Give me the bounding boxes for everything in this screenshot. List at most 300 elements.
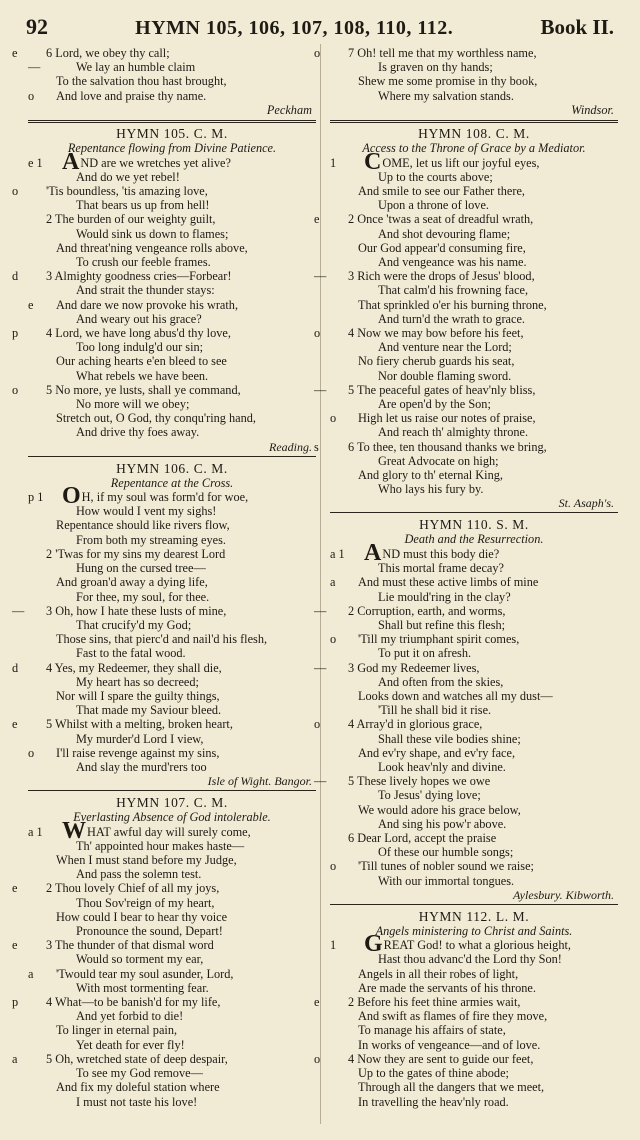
dynamic-marking: o bbox=[12, 382, 19, 397]
dynamic-marking: — bbox=[314, 382, 327, 397]
verse-text: Angels in all their robes of light, bbox=[358, 966, 519, 981]
verse-text: Through all the dangers that we meet, bbox=[358, 1080, 545, 1095]
verse-text: 3 Oh, how I hate these lusts of mine, bbox=[46, 603, 227, 618]
verse-line bbox=[314, 212, 618, 227]
verse-line bbox=[28, 60, 316, 74]
page-number: 92 bbox=[26, 14, 48, 39]
verse-line bbox=[314, 1051, 618, 1066]
verse-line bbox=[28, 952, 316, 966]
verse-text: And must these active limbs of mine bbox=[358, 575, 539, 590]
verse-text: 6 Lord, we obey thy call; bbox=[46, 46, 170, 60]
verse-line bbox=[28, 632, 316, 646]
verse-text: 2 Once 'twas a seat of dreadful wrath, bbox=[348, 212, 534, 227]
hymn-107-title: HYMN 107. C. M. bbox=[116, 795, 228, 811]
verse-text: And vengeance was his name. bbox=[378, 254, 527, 269]
verse-text: 3 God my Redeemer lives, bbox=[348, 660, 480, 675]
verse-text: To manage his affairs of state, bbox=[358, 1023, 506, 1038]
section-rule bbox=[330, 904, 618, 905]
verse-text: I must not taste his love! bbox=[76, 1094, 198, 1109]
verse-line bbox=[28, 646, 316, 660]
verse-text: And do we yet rebel! bbox=[76, 169, 180, 184]
verse-line bbox=[330, 788, 618, 802]
verse-line bbox=[330, 561, 618, 575]
dynamic-marking: — bbox=[28, 60, 41, 75]
dynamic-marking: — bbox=[314, 603, 327, 618]
verse-line bbox=[28, 170, 316, 184]
verse-text: Nor double flaming sword. bbox=[378, 368, 512, 383]
hymn-112-verses bbox=[314, 931, 618, 1109]
verse-text: Pronounce the sound, Depart! bbox=[76, 924, 223, 939]
verse-line bbox=[330, 411, 618, 425]
verse-text: Those sins, that pierc'd and nail'd his flesh, bbox=[56, 632, 268, 647]
section-rule bbox=[28, 456, 316, 457]
verse-text: How could I bear to hear thy voice bbox=[56, 909, 228, 924]
hymn-108-subtitle: Access to the Throne of Grace by a Mediator. bbox=[362, 141, 586, 156]
verse-text: 4 Now they are sent to guide our feet, bbox=[348, 1051, 534, 1066]
verse-line bbox=[28, 312, 316, 326]
verse-line bbox=[330, 198, 618, 212]
verse-line bbox=[28, 867, 316, 881]
verse-text: 'Twould tear my soul asunder, Lord, bbox=[56, 966, 234, 981]
verse-line bbox=[12, 1051, 316, 1066]
verse-text: HAT awful day will surely come, bbox=[87, 824, 251, 839]
verse-text: Shew me some promise in thy book, bbox=[358, 74, 538, 89]
verse-line bbox=[28, 354, 316, 368]
verse-text: And fix my doleful station where bbox=[56, 1080, 220, 1095]
verse-text: To the salvation thou hast brought, bbox=[56, 74, 227, 89]
drop-cap: A bbox=[62, 148, 80, 175]
verse-text: Yet death for ever fly! bbox=[76, 1037, 185, 1052]
verse-text: And venture near the Lord; bbox=[378, 340, 512, 355]
verse-line bbox=[330, 1066, 618, 1080]
dynamic-marking: a bbox=[330, 575, 336, 590]
verse-text: 2 Thou lovely Chief of all my joys, bbox=[46, 881, 220, 896]
verse-text: ND are we wretches yet alive? bbox=[80, 155, 231, 170]
verse-line bbox=[28, 967, 316, 981]
verse-text: Would so torment my ear, bbox=[76, 952, 204, 967]
dynamic-marking: e bbox=[314, 212, 320, 227]
verse-line bbox=[28, 411, 316, 425]
hymn-112-subtitle: Angels ministering to Christ and Saints. bbox=[375, 923, 573, 938]
verse-line bbox=[330, 874, 618, 888]
verse-line bbox=[28, 518, 316, 532]
verse-line bbox=[314, 660, 618, 675]
verse-text: And strait the thunder stays: bbox=[76, 283, 215, 298]
tune-attribution: Peckham bbox=[266, 102, 312, 117]
verse-line bbox=[28, 255, 316, 269]
verse-line bbox=[330, 312, 618, 326]
verse-line bbox=[12, 603, 316, 618]
verse-text: And ev'ry shape, and ev'ry face, bbox=[358, 745, 516, 760]
verse-line bbox=[28, 675, 316, 689]
verse-text: Upon a throne of love. bbox=[378, 198, 489, 213]
verse-line bbox=[28, 1038, 316, 1052]
verse-text: Up to the gates of thine abode; bbox=[358, 1066, 509, 1081]
verse-text: 5 No more, ye lusts, shall ye command, bbox=[46, 382, 241, 397]
verse-text: And slay the murd'rers too bbox=[76, 759, 207, 774]
drop-cap: W bbox=[62, 817, 86, 844]
verse-line bbox=[28, 340, 316, 354]
verse-line bbox=[330, 618, 618, 632]
verse-text: Look heav'nly and divine. bbox=[378, 759, 506, 774]
verse-line bbox=[28, 839, 316, 853]
verse-line bbox=[28, 746, 316, 760]
verse-line bbox=[330, 646, 618, 660]
dynamic-marking: 1 bbox=[330, 155, 337, 170]
section-rule bbox=[330, 120, 618, 123]
verse-text: To Jesus' dying love; bbox=[378, 788, 481, 803]
drop-cap: G bbox=[364, 931, 383, 958]
dynamic-marking: 1 bbox=[330, 938, 337, 953]
verse-text: Th' appointed hour makes haste— bbox=[76, 838, 245, 853]
hymn-105-subtitle: Repentance flowing from Divine Patience. bbox=[67, 141, 277, 156]
verse-text: This mortal frame decay? bbox=[378, 561, 504, 576]
verse-line bbox=[12, 881, 316, 896]
verse-line bbox=[28, 198, 316, 212]
right-column bbox=[314, 46, 618, 1126]
verse-text: Of these our humble songs; bbox=[378, 845, 514, 860]
verse-text: Are made the servants of his throne. bbox=[358, 980, 536, 995]
verse-line bbox=[330, 340, 618, 354]
verse-line bbox=[330, 298, 618, 312]
drop-cap: A bbox=[364, 539, 382, 566]
verse-line bbox=[28, 241, 316, 255]
verse-line bbox=[330, 817, 618, 831]
running-title: HYMN 105, 106, 107, 108, 110, 112. bbox=[135, 17, 454, 39]
verse-text: And turn'd the wrath to grace. bbox=[378, 311, 525, 326]
verse-line bbox=[28, 483, 316, 510]
dynamic-marking: e bbox=[12, 938, 18, 953]
book-label: Book II. bbox=[540, 15, 614, 39]
verse-text: That made my Saviour bleed. bbox=[76, 703, 222, 718]
verse-text: 4 Array'd in glorious grace, bbox=[348, 717, 483, 732]
verse-line bbox=[28, 561, 316, 575]
verse-text: Shall these vile bodies shine; bbox=[378, 731, 521, 746]
verse-text: 5 Oh, wretched state of deep despair, bbox=[46, 1051, 228, 1066]
verse-line bbox=[28, 1066, 316, 1080]
hymn-112-title: HYMN 112. L. M. bbox=[418, 908, 530, 924]
verse-line bbox=[28, 298, 316, 312]
verse-text: 4 What—to be banish'd for my life, bbox=[46, 995, 221, 1010]
verse-line bbox=[330, 952, 618, 966]
hymn-110-subtitle: Death and the Resurrection. bbox=[404, 532, 544, 547]
dynamic-marking: e bbox=[28, 297, 34, 312]
verse-text: To see my God remove— bbox=[76, 1066, 203, 1081]
dynamic-marking: o bbox=[330, 411, 337, 426]
verse-text: We lay an humble claim bbox=[76, 60, 196, 75]
verse-line bbox=[330, 575, 618, 589]
verse-text: Hast thou advanc'd the Lord thy Son! bbox=[378, 952, 562, 967]
verse-text: In travelling the heav'nly road. bbox=[358, 1094, 509, 1109]
verse-text: And shot devouring flame; bbox=[378, 226, 511, 241]
verse-text: High let us raise our notes of praise, bbox=[358, 411, 536, 426]
verse-line bbox=[314, 46, 618, 60]
verse-line bbox=[28, 504, 316, 518]
verse-line bbox=[28, 575, 316, 589]
verse-text: Up to the courts above; bbox=[378, 169, 493, 184]
verse-line bbox=[28, 425, 316, 439]
dynamic-marking: — bbox=[314, 269, 327, 284]
verse-text: 2 'Twas for my sins my dearest Lord bbox=[46, 546, 226, 561]
verse-text: Great Advocate on high; bbox=[378, 453, 499, 468]
dynamic-marking: s bbox=[314, 439, 319, 454]
verse-line bbox=[314, 774, 618, 789]
verse-line bbox=[28, 924, 316, 938]
verse-line bbox=[28, 283, 316, 297]
verse-line bbox=[330, 454, 618, 468]
verse-line bbox=[330, 468, 618, 482]
hymn-105-title: HYMN 105. C. M. bbox=[116, 126, 228, 142]
dynamic-marking: — bbox=[314, 660, 327, 675]
verse-line bbox=[330, 981, 618, 995]
tune-attribution: Reading. bbox=[269, 439, 312, 454]
verse-line bbox=[28, 533, 316, 547]
verse-line bbox=[314, 439, 618, 454]
verse-line bbox=[28, 590, 316, 604]
verse-text: 5 Whilst with a melting, broken heart, bbox=[46, 717, 233, 732]
verse-text: We would adore his grace below, bbox=[358, 802, 521, 817]
tune-attribution: Isle of Wight. Bangor. bbox=[207, 774, 312, 789]
verse-line bbox=[330, 590, 618, 604]
verse-line bbox=[330, 689, 618, 703]
verse-text: No more will we obey; bbox=[76, 396, 190, 411]
column-divider bbox=[320, 44, 321, 1124]
tune-attribution: Windsor. bbox=[571, 102, 614, 117]
hymn-110-title: HYMN 110. S. M. bbox=[419, 517, 529, 533]
left-column bbox=[12, 46, 316, 1126]
verse-line bbox=[28, 689, 316, 703]
verse-text: 'Tis boundless, 'tis amazing love, bbox=[46, 183, 208, 198]
verse-text: And threat'ning vengeance rolls above, bbox=[56, 240, 248, 255]
dynamic-marking: a 1 bbox=[330, 546, 345, 561]
verse-line bbox=[28, 1023, 316, 1037]
verse-text: Repentance should like rivers flow, bbox=[56, 518, 230, 533]
verse-line bbox=[330, 184, 618, 198]
verse-text: And glory to th' eternal King, bbox=[358, 467, 503, 482]
verse-line bbox=[330, 1080, 618, 1094]
verse-text: 3 The thunder of that dismal word bbox=[46, 938, 214, 953]
verse-line bbox=[330, 845, 618, 859]
verse-line bbox=[330, 732, 618, 746]
verse-line bbox=[28, 1080, 316, 1094]
verse-line bbox=[330, 283, 618, 297]
dynamic-marking: p 1 bbox=[28, 490, 44, 505]
hymn-104-ending bbox=[12, 46, 316, 103]
verse-text: And dare we now provoke his wrath, bbox=[56, 297, 239, 312]
dynamic-marking: o bbox=[28, 88, 35, 103]
verse-text: 'Till tunes of nobler sound we raise; bbox=[358, 859, 534, 874]
verse-text: And love and praise thy name. bbox=[56, 88, 207, 103]
verse-line bbox=[330, 482, 618, 496]
hymn-108-title: HYMN 108. C. M. bbox=[418, 126, 530, 142]
verse-line bbox=[314, 603, 618, 618]
hymn-107-subtitle: Everlasting Absence of God intolerable. bbox=[73, 810, 271, 825]
verse-line bbox=[330, 354, 618, 368]
verse-line bbox=[330, 60, 618, 74]
verse-line bbox=[330, 397, 618, 411]
verse-line bbox=[330, 255, 618, 269]
verse-line bbox=[330, 1023, 618, 1037]
verse-text: With most tormenting fear. bbox=[76, 980, 209, 995]
verse-line bbox=[330, 425, 618, 439]
dynamic-marking: e bbox=[12, 881, 18, 896]
verse-text: That calm'd his frowning face, bbox=[378, 283, 529, 298]
verse-text: To linger in eternal pain, bbox=[56, 1023, 178, 1038]
dynamic-marking: — bbox=[12, 603, 25, 618]
verse-text: Our aching hearts e'en bleed to see bbox=[56, 354, 227, 369]
verse-line bbox=[28, 74, 316, 88]
dynamic-marking: e bbox=[12, 46, 18, 60]
dynamic-marking: o bbox=[330, 859, 337, 874]
verse-text: Hung on the cursed tree— bbox=[76, 561, 206, 576]
dynamic-marking: o bbox=[12, 183, 19, 198]
verse-text: Looks down and watches all my dust— bbox=[358, 688, 553, 703]
verse-text: Nor will I spare the guilty things, bbox=[56, 688, 220, 703]
verse-text: To crush our feeble frames. bbox=[76, 254, 211, 269]
dynamic-marking: o bbox=[28, 745, 35, 760]
section-rule bbox=[28, 790, 316, 791]
verse-text: And smile to see our Father there, bbox=[358, 183, 525, 198]
verse-text: 4 Now we may bow before his feet, bbox=[348, 325, 524, 340]
verse-line bbox=[330, 746, 618, 760]
verse-line bbox=[330, 760, 618, 774]
verse-text: 7 Oh! tell me that my worthless name, bbox=[348, 46, 537, 60]
verse-text: Who lays his fury by. bbox=[378, 482, 484, 497]
verse-line bbox=[12, 660, 316, 675]
verse-text: And sing his pow'r above. bbox=[378, 816, 507, 831]
dynamic-marking: o bbox=[330, 632, 337, 647]
verse-text: Our God appear'd consuming fire, bbox=[358, 240, 526, 255]
verse-text: 'Till he shall bid it rise. bbox=[378, 703, 492, 718]
verse-text: I'll raise revenge against my sins, bbox=[56, 745, 220, 760]
dynamic-marking: a 1 bbox=[28, 824, 43, 839]
verse-text: 3 Rich were the drops of Jesus' blood, bbox=[348, 269, 535, 284]
verse-text: And swift as flames of fire they move, bbox=[358, 1009, 548, 1024]
verse-text: Shall but refine this flesh; bbox=[378, 617, 506, 632]
verse-text: When I must stand before my Judge, bbox=[56, 853, 237, 868]
verse-text: No fiery cherub guards his seat, bbox=[358, 354, 515, 369]
verse-text: Would sink us down to flames; bbox=[76, 226, 229, 241]
verse-text: 2 The burden of our weighty guilt, bbox=[46, 212, 216, 227]
dynamic-marking: e 1 bbox=[28, 155, 43, 170]
verse-text: From both my streaming eyes. bbox=[76, 532, 226, 547]
verse-line bbox=[12, 382, 316, 397]
verse-line bbox=[330, 241, 618, 255]
verse-text: That bears us up from hell! bbox=[76, 198, 210, 213]
verse-line bbox=[12, 325, 316, 340]
verse-text: How would I vent my sighs! bbox=[76, 504, 217, 519]
verse-text: REAT God! to what a glorious height, bbox=[383, 938, 571, 953]
verse-line bbox=[330, 1038, 618, 1052]
verse-line bbox=[12, 717, 316, 732]
hymn-106-subtitle: Repentance at the Cross. bbox=[110, 475, 234, 490]
verse-line bbox=[28, 618, 316, 632]
verse-text: 6 Dear Lord, accept the praise bbox=[348, 830, 497, 845]
verse-text: 2 Before his feet thine armies wait, bbox=[348, 995, 521, 1010]
verse-line bbox=[28, 1009, 316, 1023]
verse-text: H, if my soul was form'd for woe, bbox=[81, 490, 249, 505]
verse-line bbox=[28, 732, 316, 746]
dynamic-marking: a bbox=[12, 1051, 18, 1066]
verse-text: 3 Almighty goodness cries—Forbear! bbox=[46, 269, 232, 284]
hymn-109-ending bbox=[314, 46, 618, 103]
verse-text: ND must this body die? bbox=[382, 546, 500, 561]
dynamic-marking: e bbox=[314, 995, 320, 1010]
verse-line bbox=[314, 325, 618, 340]
dynamic-marking: — bbox=[314, 774, 327, 789]
verse-line bbox=[330, 227, 618, 241]
verse-line bbox=[28, 896, 316, 910]
verse-text: 5 The peaceful gates of heav'nly bliss, bbox=[348, 382, 536, 397]
verse-text: 5 These lively hopes we owe bbox=[348, 774, 491, 789]
verse-line bbox=[330, 369, 618, 383]
verse-text: 4 Yes, my Redeemer, they shall die, bbox=[46, 660, 222, 675]
verse-line bbox=[330, 803, 618, 817]
verse-text: In works of vengeance—and of love. bbox=[358, 1037, 541, 1052]
verse-line bbox=[12, 269, 316, 284]
verse-line bbox=[12, 995, 316, 1010]
running-header bbox=[26, 14, 614, 44]
verse-line bbox=[314, 995, 618, 1010]
verse-line bbox=[330, 170, 618, 184]
verse-text: Thou Sov'reign of my heart, bbox=[76, 895, 215, 910]
verse-text: That crucify'd my God; bbox=[76, 617, 192, 632]
verse-line bbox=[330, 831, 618, 845]
verse-text: Fast to the fatal wood. bbox=[76, 646, 186, 661]
verse-line bbox=[330, 632, 618, 646]
verse-text: OME, let us lift our joyful eyes, bbox=[382, 155, 540, 170]
verse-text: Too long indulg'd our sin; bbox=[76, 340, 204, 355]
verse-line bbox=[28, 703, 316, 717]
verse-text: Where my salvation stands. bbox=[378, 88, 514, 103]
tune-attribution: Aylesbury. Kibworth. bbox=[512, 887, 614, 902]
section-rule bbox=[330, 512, 618, 513]
verse-text: And drive thy foes away. bbox=[76, 425, 200, 440]
verse-line bbox=[330, 1095, 618, 1109]
verse-text: 6 To thee, ten thousand thanks we bring, bbox=[348, 439, 547, 454]
verse-line bbox=[314, 382, 618, 397]
verse-text: That sprinkled o'er his burning throne, bbox=[358, 297, 547, 312]
hymn-106-verses bbox=[12, 483, 316, 774]
verse-line bbox=[12, 46, 316, 60]
dynamic-marking: a bbox=[28, 966, 34, 981]
verse-text: Is graven on thy hands; bbox=[378, 60, 493, 75]
verse-line bbox=[330, 967, 618, 981]
verse-line bbox=[28, 89, 316, 103]
verse-line bbox=[330, 89, 618, 103]
section-rule bbox=[28, 120, 316, 123]
verse-line bbox=[28, 397, 316, 411]
verse-text: For thee, my soul, for thee. bbox=[76, 589, 210, 604]
verse-line bbox=[330, 1009, 618, 1023]
verse-text: To put it on afresh. bbox=[378, 646, 472, 661]
tune-attribution: St. Asaph's. bbox=[558, 496, 614, 511]
verse-line bbox=[28, 547, 316, 561]
verse-line bbox=[28, 910, 316, 924]
verse-line bbox=[330, 675, 618, 689]
verse-text: 2 Corruption, earth, and worms, bbox=[348, 603, 506, 618]
verse-line bbox=[330, 859, 618, 873]
verse-line bbox=[314, 269, 618, 284]
verse-text: And reach th' almighty throne. bbox=[378, 425, 529, 440]
verse-text: Are open'd by the Son; bbox=[378, 396, 491, 411]
verse-line bbox=[330, 931, 618, 958]
verse-line bbox=[314, 717, 618, 732]
verse-line bbox=[28, 227, 316, 241]
verse-line bbox=[12, 938, 316, 953]
dynamic-marking: d bbox=[12, 269, 19, 284]
verse-line bbox=[330, 74, 618, 88]
